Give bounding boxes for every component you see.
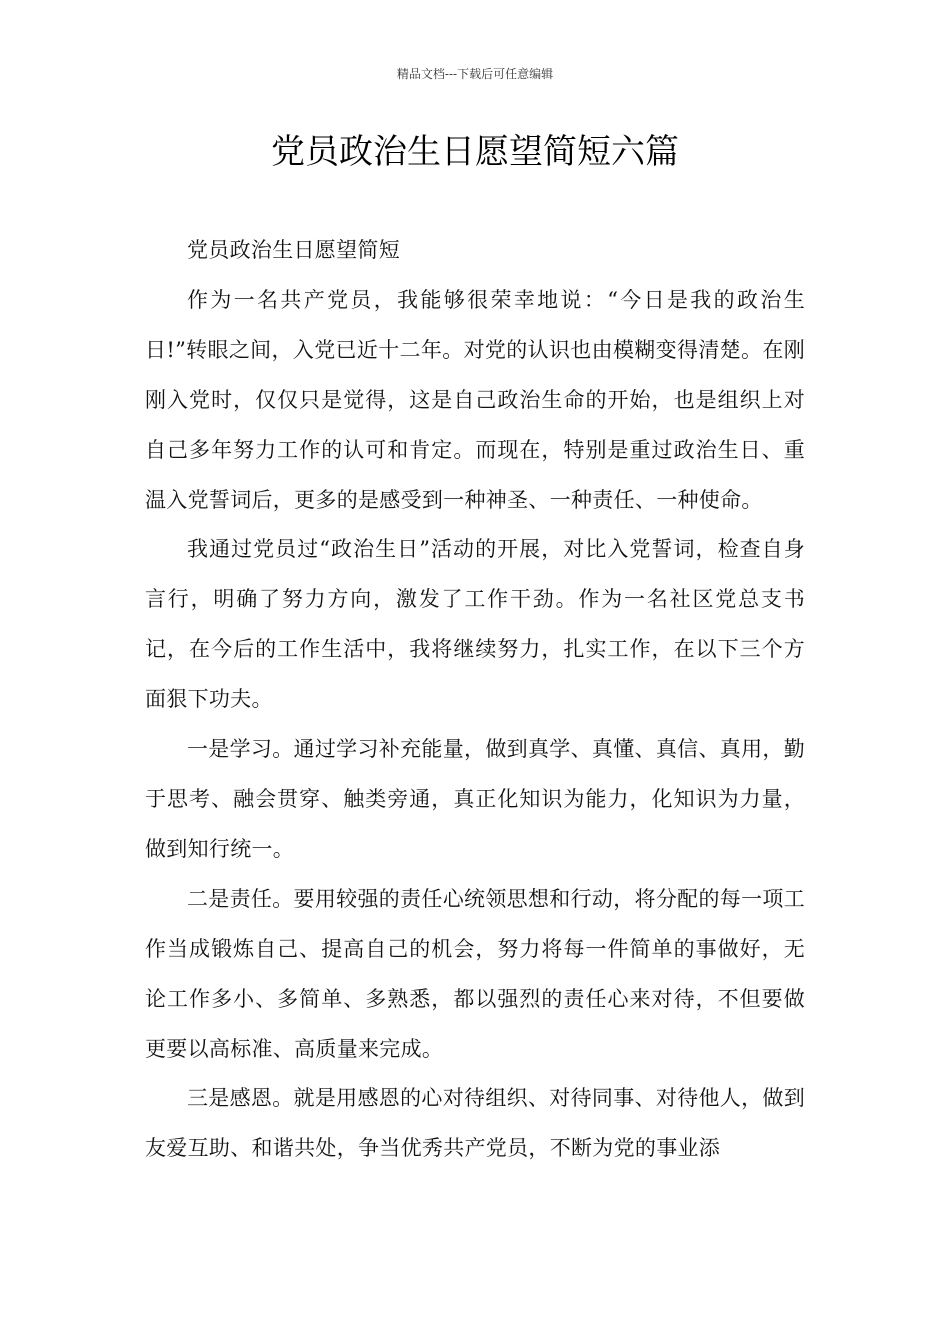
document-body — [145, 226, 805, 1174]
paragraph: 作为一名共产党员，我能够很荣幸地说：“今日是我的政治生日!”转眼之间，入党已近十二年。对党的认识也由模糊变得清楚。在刚刚入党时，仅仅只是觉得，这是自己政治生命的开始，也是组织上对自己多年努力工作的认可和肯定。而现在，特别是重过政治生日、重温入党誓词后，更多的是感受到一种神圣、一种责任、一种使命。 — [145, 287, 805, 512]
paragraph: 三是感恩。就是用感恩的心对待组织、对待同事、对待他人，做到友爱互助、和谐共处，争当优秀共产党员，不断为党的事业添 — [145, 1086, 805, 1161]
paragraph: 一是学习。通过学习补充能量，做到真学、真懂、真信、真用，勤于思考、融会贯穿、触类旁通，真正化知识为能力，化知识为力量，做到知行统一。 — [145, 737, 805, 861]
paragraph: 二是责任。要用较强的责任心统领思想和行动，将分配的每一项工作当成锻炼自己、提高自己的机会，努力将每一件简单的事做好，无论工作多小、多简单、多熟悉，都以强烈的责任心来对待，不但要做更要以高标准、高质量来完成。 — [145, 886, 805, 1061]
paragraph-subtitle: 党员政治生日愿望简短 — [187, 238, 400, 262]
document-title: 党员政治生日愿望简短六篇 — [271, 132, 679, 172]
paragraph: 我通过党员过“政治生日”活动的开展，对比入党誓词，检查自身言行，明确了努力方向，激发了工作干劲。作为一名社区党总支书记，在今后的工作生活中，我将继续努力，扎实工作，在以下三个方面狠下功夫。 — [145, 537, 805, 712]
header-note: 精品文档---下载后可任意编辑 — [396, 67, 554, 81]
